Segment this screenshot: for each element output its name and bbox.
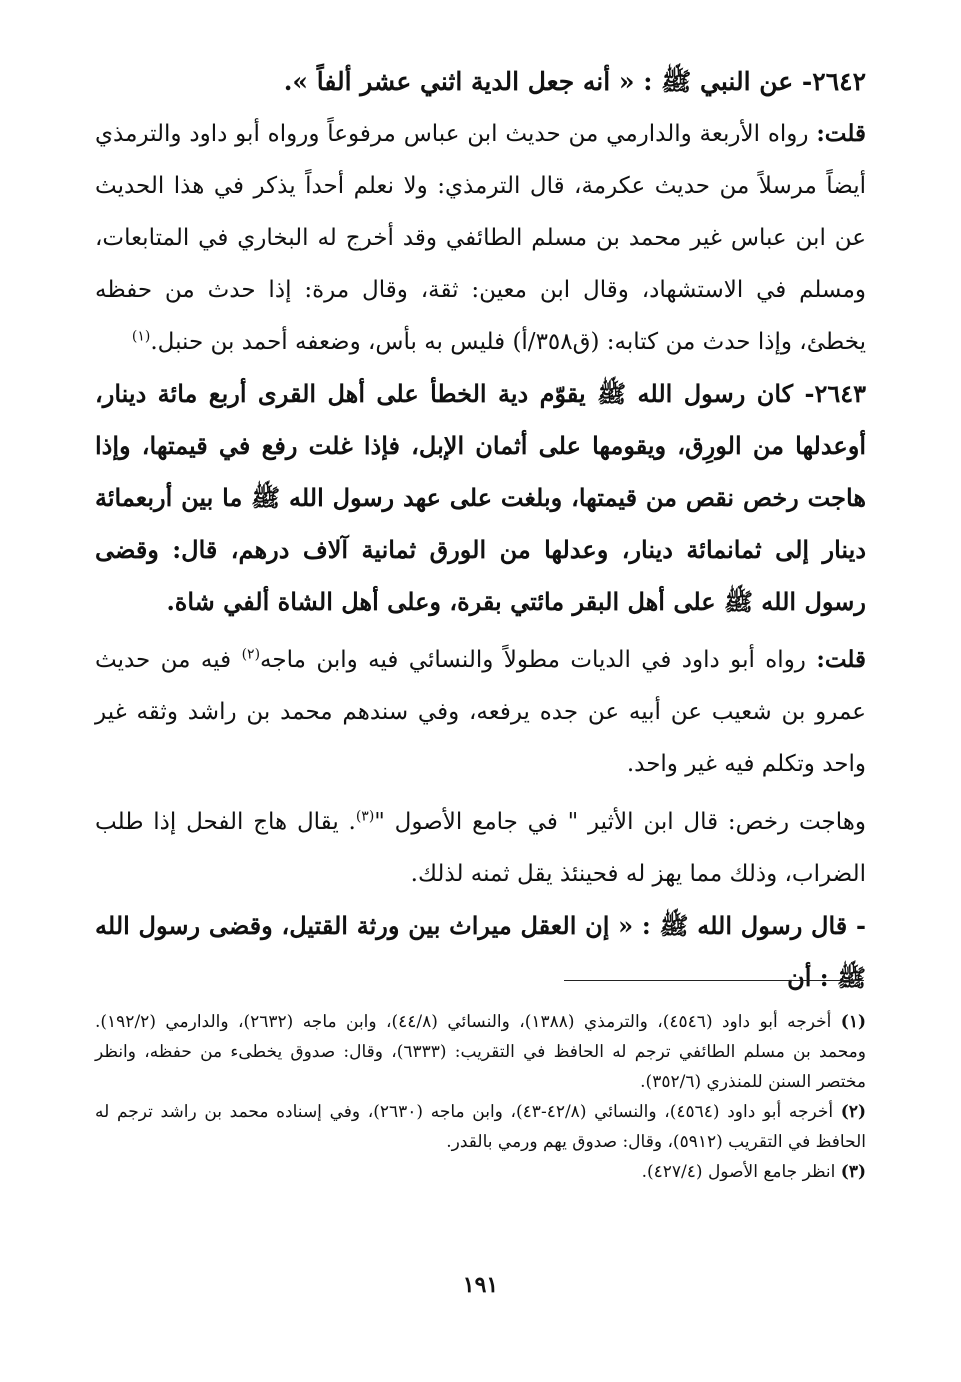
commentary-text: رواه الأربعة والدارمي من حديث ابن عباس مرفوعاً ورواه أبو داود والترمذي أيضاً مرسلاً من حديث عكرمة، قال الترمذي: ولا نعلم أحداً يذكر في هذا الحديث عن ابن عباس غير محمد بن مسلم الطائفي وقد أخرج له البخاري في المتابعات، ومسلم في الاستشهاد، وقال ابن معين: ثقة، وقال مرة: إذا حدث من حفظه يخطئ، وإذا حدث من كتابه: (ق٣٥٨/أ) فليس به بأس، وضعفه أحمد بن حنبل. — [95, 121, 867, 355]
footnote-text: أخرجه أبو داود (٤٥٦٤)، والنسائي (٤٢/٨-٤٣)، وابن ماجه (٢٦٣٠)، وفي إسناده محمد بن راشد ترجم له الحافظ في التقريب (٥٩١٢)، وقال: صدوق يهم ورمي بالقدر. — [95, 1102, 866, 1152]
footnote-number: (١) — [840, 1012, 866, 1032]
footnotes — [95, 1007, 866, 1187]
hadith-next-text: - قال رسول الله ﷺ : « إن العقل ميراث بين ورثة القتيل، وقضى رسول الله ﷺ : أن — [95, 911, 866, 992]
footnote-ref-3[interactable]: (٣) — [355, 808, 375, 825]
hadith-2642 — [95, 56, 866, 108]
footnote-text: أخرجه أبو داود (٤٥٤٦)، والترمذي (١٣٨٨)، والنسائي (٤٤/٨)، وابن ماجه (٢٦٣٢)، والدارمي (١٩٢/٢). ومحمد بن مسلم الطائفي ترجم له الحافظ في التقريب: (٦٣٣٣)، وقال: صدوق يخطىء من حفظه، وانظر مختصر السنن للمنذري (٣٥٢/٦). — [95, 1012, 867, 1092]
footnote-divider — [564, 980, 864, 981]
commentary-text-b: فيه من حديث عمرو بن شعيب عن أبيه عن جده يرفعه، وفي سندهم محمد بن راشد وثقه غير واحد وتكلم فيه غير واحد. — [95, 647, 866, 777]
gloss-paragraph — [95, 796, 866, 900]
hadith-2643 — [95, 368, 866, 628]
gloss-text-a: وهاجت رخص: قال ابن الأثير " في جامع الأصول " — [374, 809, 866, 835]
gloss-text-b: . يقال هاج الفحل إذا طلب الضراب، وذلك مما يهز له فحينئذ يقل ثمنه لذلك. — [95, 809, 866, 887]
commentary-label: قلت: — [816, 646, 867, 673]
commentary-2642 — [95, 108, 866, 368]
commentary-text-a: رواه أبو داود في الديات مطولاً والنسائي فيه وابن ماجه — [260, 647, 806, 673]
footnote-number: (٢) — [840, 1102, 866, 1122]
commentary-2643 — [95, 634, 866, 790]
page-number: ١٩١ — [462, 1272, 499, 1298]
footnote-number: (٣) — [840, 1162, 866, 1182]
footnote-text: انظر جامع الأصول (٤٢٧/٤). — [641, 1162, 836, 1182]
commentary-label: قلت: — [816, 120, 866, 147]
hadith-2642-text: ٢٦٤٢- عن النبي ﷺ : « أنه جعل الدية اثني عشر ألفاً ». — [283, 67, 866, 96]
footnote-2 — [95, 1097, 866, 1157]
hadith-next — [95, 900, 866, 1004]
footnote-3 — [95, 1157, 866, 1187]
footnote-1 — [95, 1007, 866, 1097]
footnote-ref-1[interactable]: (١) — [131, 328, 151, 345]
footnote-ref-2[interactable]: (٢) — [241, 646, 261, 663]
hadith-2643-text: ٢٦٤٣- كان رسول الله ﷺ يقوّم دية الخطأ على أهل القرى أربع مائة دينار، أوعدلها من الورِق، ويقومها على أثمان الإبل، فإذا غلت رفع في قيمتها، وإذا هاجت رخص نقص من قيمتها، وبلغت على عهد رسول الله ﷺ ما بين أربعمائة دينار إلى ثمانمائة دينار، وعدلها من الورق ثمانية آلاف درهم، قال: وقضى رسول الله ﷺ على أهل البقر مائتي بقرة، وعلى أهل الشاة ألفي شاة. — [95, 379, 866, 616]
